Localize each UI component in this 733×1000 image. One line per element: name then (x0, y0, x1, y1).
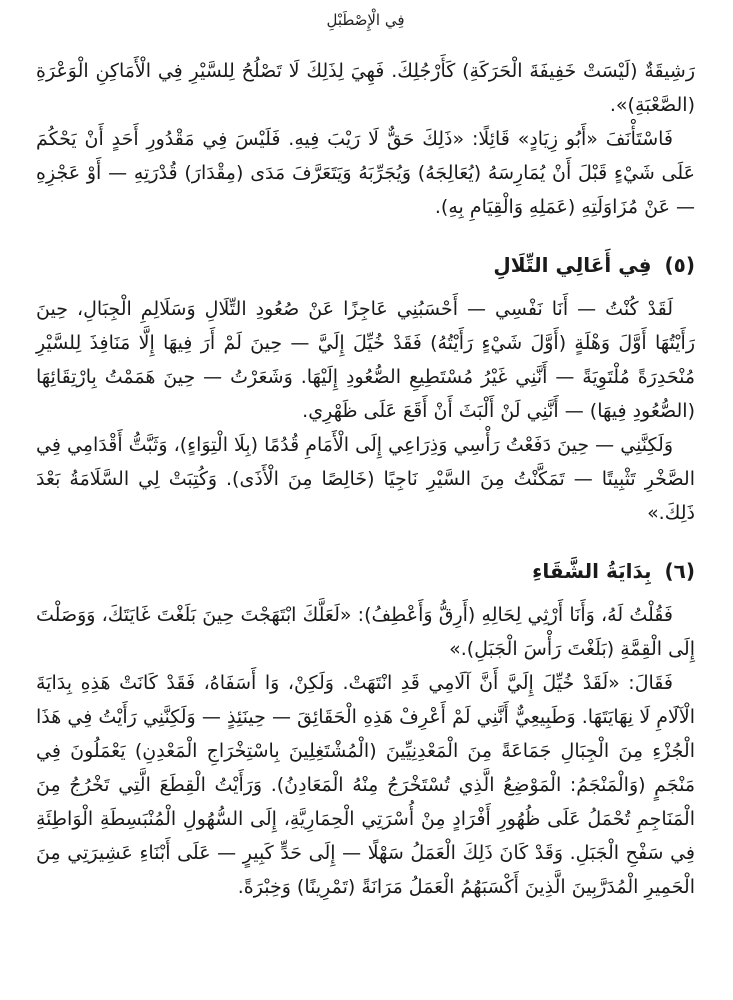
paragraph: فَاسْتَأْنَفَ «أَبُو زِيَادٍ» قَائِلًا: «ذَلِكَ حَقٌّ لَا رَيْبَ فِيهِ. فَلَيْسَ فِي مَقْدُورِ أَحَدٍ أَنْ يَحْكُمَ عَلَى شَيْءٍ قَبْلَ أَنْ يُمَارِسَهُ (يُعَالِجَهُ) وَيُجَرِّبَهُ وَيَتَعَرَّفَ مَدَى (مِقْدَارَ) قُدْرَتِهِ — أَوْ عَجْزِهِ — عَنْ مُزَاوَلَتِهِ (عَمَلِهِ وَالْقِيَامِ بِهِ). (36, 128, 695, 218)
section-heading (36, 556, 695, 586)
section-number: (٥) (664, 253, 695, 277)
section-title: بِدَايَةُ الشَّقَاءِ (532, 559, 652, 583)
paragraph: فَقُلْتُ لَهُ، وَأَنَا أَرْثِي لِحَالِهِ (أَرِقُّ وَأَعْطِفُ): «لَعَلَّكَ ابْتَهَجْتَ حِينَ بَلَغْتَ غَايَتَكَ، وَوَصَلْتَ إِلَى الْقِمَّةِ (بَلَغْتَ رَأْسَ الْجَبَلِ).» (36, 604, 695, 660)
paragraph: رَشِيقَةٌ (لَيْسَتْ خَفِيفَةَ الْحَرَكَةِ) كَأَرْجُلِكَ. فَهِيَ لِذَلِكَ لَا تَصْلُحُ لِلسَّيْرِ فِي الْأَمَاكِنِ الْوَعْرَةِ (الصَّعْبَةِ)». (36, 60, 695, 116)
section-title: فِي أَعَالِي التِّلَالِ (493, 253, 652, 277)
section-number: (٦) (664, 559, 695, 583)
section-heading (36, 250, 695, 280)
paragraph: وَلَكِنَّنِي — حِينَ دَفَعْتُ رَأْسِي وَذِرَاعِي إِلَى الْأَمَامِ قُدُمًا (بِلَا الْتِوَاءٍ)، وَثَبَّتُّ أَقْدَامِي فِي الصَّخْرِ تَثْبِيتًا — تَمَكَّنْتُ مِنَ السَّيْرِ نَاجِيًا (خَالِصًا مِنَ الْأَذَى). وَكُتِبَتْ لِي السَّلَامَةُ بَعْدَ ذَلِكَ.» (36, 434, 695, 524)
paragraph: فَقَالَ: «لَقَدْ خُيِّلَ إِلَيَّ أَنَّ آلَامِي قَدِ انْتَهَتْ. وَلَكِنْ، وَا أَسَفَاهُ، فَقَدْ كَانَتْ هَذِهِ بِدَايَةَ الْآلَامِ لَا نِهَايَتَهَا. وَطَبِيعِيٌّ أَنَّنِي لَمْ أَعْرِفْ هَذِهِ الْحَقَائِقَ — حِينَئِذٍ — وَلَكِنَّنِي رَأَيْتُ فِي هَذَا الْجُزْءِ مِنَ الْجِبَالِ جَمَاعَةً مِنَ الْمَعْدِنِيِّينَ (الْمُشْتَغِلِينَ بِاسْتِخْرَاجِ الْمَعْدِنِ) يَعْمَلُونَ فِي مَنْجَمٍ (وَالْمَنْجَمُ: الْمَوْضِعُ الَّذِي تُسْتَخْرَجُ مِنْهُ الْمَعَادِنُ). وَرَأَيْتُ الْقِطَعَ الَّتِي تَخْرُجُ مِنَ الْمَنَاجِمِ تُحْمَلُ عَلَى ظُهُورِ أَفْرَادٍ مِنْ أُسْرَتِي الْحِمَارِيَّةِ، إِلَى السُّهُولِ الْمُنْبَسِطَةِ الْوَاطِئَةِ فِي سَفْحِ الْجَبَلِ. وَقَدْ كَانَ ذَلِكَ الْعَمَلُ سَهْلًا — إِلَى حَدٍّ كَبِيرٍ — عَلَى أَبْنَاءِ عَشِيرَتِي مِنَ الْحَمِيرِ الْمُدَرَّبِينَ الَّذِينَ أَكْسَبَهُمُ الْعَمَلُ مَرَانَةً (تَمْرِينًا) وَخِبْرَةً. (36, 672, 695, 898)
paragraph: لَقَدْ كُنْتُ — أَنَا نَفْسِي — أَحْسَبُنِي عَاجِزًا عَنْ صُعُودِ التِّلَالِ وَسَلَالِمِ الْجِبَالِ، حِينَ رَأَيْتُهَا أَوَّلَ وَهْلَةٍ (أَوَّلَ شَيْءٍ رَأَيْتُهُ) فَقَدْ خُيِّلَ إِلَيَّ — حِينَ لَمْ أَرَ فِيهَا إِلَّا مَنَافِذَ لِلسَّيْرِ مُنْحَدِرَةً مُلْتَوِيَةً — أَنَّنِي غَيْرُ مُسْتَطِيعِ الصُّعُودِ إِلَيْهَا. وَشَعَرْتُ — حِينَ هَمَمْتُ بِارْتِقَائِهَا (الصُّعُودِ فِيهَا) — أَنَّنِي لَنْ أَلْبَثَ أَنْ أَقَعَ عَلَى ظَهْرِي. (36, 298, 695, 422)
running-head: فِي الْإِصْطَبْلِ (326, 11, 405, 29)
